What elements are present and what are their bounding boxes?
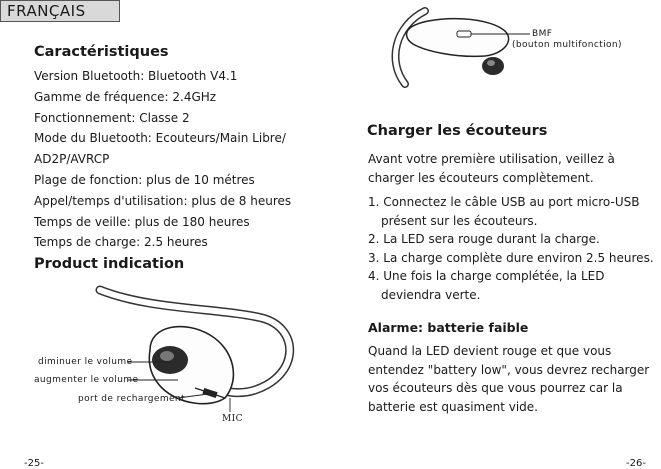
page-number-right: -26-	[626, 458, 646, 469]
feature-item: Temps de charge: 2.5 heures	[34, 235, 208, 250]
charge-step: 3. La charge complète dure environ 2.5 heures.	[368, 250, 654, 265]
charge-step: 2. La LED sera rouge durant la charge.	[368, 232, 600, 246]
alarm-text: Quand la LED devient rouge et que vous entendez "battery low", vous devrez recharger vos écouteurs dès que vous pourrez car la batterie est quasiment vide.	[368, 344, 650, 414]
feature-item: Temps de veille: plus de 180 heures	[34, 214, 250, 229]
charge-steps	[368, 193, 660, 304]
bmf-label: BMF	[532, 29, 553, 39]
earpiece-illustration	[0, 280, 330, 430]
features-title: Caractéristiques	[34, 44, 169, 60]
feature-item: Mode du Bluetooth: Ecouteurs/Main Libre/	[34, 131, 286, 146]
bmf-sub-label: (bouton multifonction)	[512, 40, 622, 50]
feature-item: AD2P/AVRCP	[34, 152, 110, 167]
feature-item: Fonctionnement: Classe 2	[34, 110, 190, 125]
volume-up-label: augmenter le volume	[34, 375, 139, 385]
mic-label: MIC	[222, 414, 243, 424]
charge-intro: Avant votre première utilisation, veillez à charger les écouteurs complètement.	[368, 152, 615, 185]
language-tab: FRANÇAIS	[0, 0, 120, 22]
charging-port-label: port de rechargement	[78, 394, 185, 404]
earpiece-top-illustration	[385, 6, 555, 96]
feature-item: Appel/temps d'utilisation: plus de 8 heures	[34, 193, 292, 208]
page-number-left: -25-	[24, 458, 44, 469]
features-list	[34, 66, 334, 253]
volume-down-label: diminuer le volume	[38, 357, 133, 367]
charge-title: Charger les écouteurs	[367, 123, 548, 139]
feature-item: Gamme de fréquence: 2.4GHz	[34, 89, 217, 104]
feature-item: Plage de fonction: plus de 10 métres	[34, 172, 255, 187]
product-indication-title: Product indication	[34, 256, 185, 272]
alarm-title: Alarme: batterie faible	[368, 320, 529, 335]
feature-item: Version Bluetooth: Bluetooth V4.1	[34, 69, 238, 83]
charge-step: 4. Une fois la charge complétée, la LED deviendra verte.	[368, 269, 605, 302]
charge-step: 1. Connectez le câble USB au port micro-USB présent sur les écouteurs.	[368, 195, 640, 228]
